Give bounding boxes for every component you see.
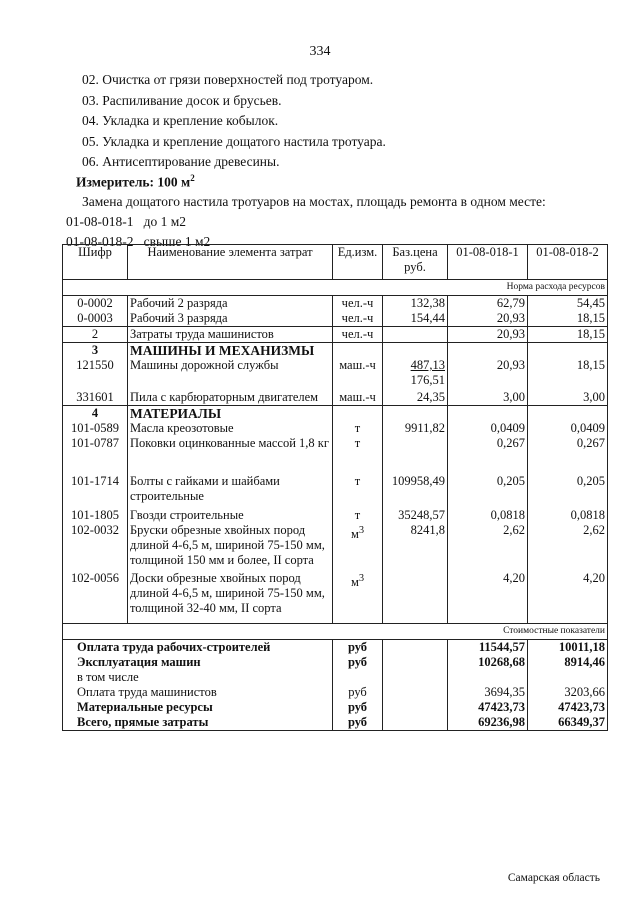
table-row: [63, 358, 608, 390]
cost-value-2: 8914,46: [528, 655, 608, 670]
table-row: [63, 474, 608, 508]
cost-name: Эксплуатация машин: [63, 655, 333, 670]
cell-code: 101-0589: [63, 421, 128, 436]
measurer-label: Измеритель: 100 м: [76, 174, 191, 190]
cell-price: 35248,57: [383, 508, 448, 523]
measurer-sup: 2: [190, 173, 195, 183]
cell-price: 154,44: [383, 311, 448, 327]
cell-value-2: 0,205: [528, 474, 608, 508]
section-row: [63, 343, 608, 359]
header-unit: Ед.изм.: [333, 245, 383, 280]
cell-name: Поковки оцинкованные массой 1,8 кг: [128, 436, 333, 474]
table-row: [63, 421, 608, 436]
cell-value-1: 62,79: [448, 296, 528, 312]
code-text: свыше 1 м2: [143, 234, 211, 249]
header-col2: 01-08-018-2: [528, 245, 608, 280]
cell-name: Масла креозотовые: [128, 421, 333, 436]
cell-value-2: 54,45: [528, 296, 608, 312]
cost-row: [63, 640, 608, 656]
cell-value-1: 0,0409: [448, 421, 528, 436]
cost-unit: руб: [333, 640, 383, 656]
header-price: Баз.цена руб.: [383, 245, 448, 280]
cell-value-1: 4,20: [448, 571, 528, 624]
header-name: Наименование элемента затрат: [128, 245, 333, 280]
page-number: 334: [309, 44, 331, 59]
cost-value-2: 3203,66: [528, 685, 608, 700]
description: Замена дощатого настила тротуаров на мостах, площадь ремонта в одном месте:: [82, 194, 546, 209]
cell-code: 0-0003: [63, 311, 128, 327]
cell-price: [383, 358, 448, 390]
price-secondary: 176,51: [410, 373, 445, 387]
section-title: МАШИНЫ И МЕХАНИЗМЫ: [128, 343, 333, 359]
cell-code: 102-0056: [63, 571, 128, 624]
table-row: [63, 327, 608, 343]
cell-value-2: 18,15: [528, 327, 608, 343]
cell-code: 331601: [63, 390, 128, 406]
cost-value-1: 69236,98: [448, 715, 528, 731]
cell-value-2: 0,267: [528, 436, 608, 474]
cell-value-2: 4,20: [528, 571, 608, 624]
cost-value-1: 3694,35: [448, 685, 528, 700]
cell-value-1: 20,93: [448, 327, 528, 343]
unit-base: м: [350, 527, 359, 542]
cell-value-1: 0,0818: [448, 508, 528, 523]
cell-code: 3: [63, 343, 128, 359]
code-number: 01-08-018-1: [66, 214, 134, 229]
cell-unit: т: [333, 474, 383, 508]
cell-name: Рабочий 3 разряда: [128, 311, 333, 327]
footer-region: Самарская область: [507, 872, 600, 884]
unit-sup: 3: [358, 525, 365, 536]
cell-price: 24,35: [383, 390, 448, 406]
cell-value-1: 0,267: [448, 436, 528, 474]
resource-table: [62, 244, 608, 731]
cell-code: 2: [63, 327, 128, 343]
cell-value-1: 20,93: [448, 311, 528, 327]
cost-value-1: 47423,73: [448, 700, 528, 715]
cell-value-2: 0,0409: [528, 421, 608, 436]
cost-unit: руб: [333, 685, 383, 700]
cost-value-2: 66349,37: [528, 715, 608, 731]
operation-item: 05. Укладка и крепление дощатого настила тротуара.: [82, 134, 386, 149]
cell-value-2: 18,15: [528, 358, 608, 390]
cost-caption-row: [63, 624, 608, 640]
cell-price: 9911,82: [383, 421, 448, 436]
cell-unit: [333, 523, 383, 571]
cost-name: Оплата труда машинистов: [63, 685, 333, 700]
cell-price: 132,38: [383, 296, 448, 312]
cell-value-1: 20,93: [448, 358, 528, 390]
cell-unit: маш.-ч: [333, 358, 383, 390]
cell-name: Машины дорожной службы: [128, 358, 333, 390]
cell-value-1: 2,62: [448, 523, 528, 571]
cost-name: Оплата труда рабочих-строителей: [63, 640, 333, 656]
operation-item: 06. Антисептирование древесины.: [82, 154, 280, 169]
cell-name: Болты с гайками и шайбами строительные: [128, 474, 333, 508]
cost-row: [63, 670, 608, 685]
cell-value-2: 2,62: [528, 523, 608, 571]
cell-value-1: 0,205: [448, 474, 528, 508]
cell-unit: чел.-ч: [333, 296, 383, 312]
unit-base: м: [350, 575, 359, 590]
cell-price: 109958,49: [383, 474, 448, 508]
cell-code: 101-0787: [63, 436, 128, 474]
code-number: 01-08-018-2: [66, 234, 134, 249]
cost-name: Материальные ресурсы: [63, 700, 333, 715]
cell-value-2: 18,15: [528, 311, 608, 327]
table-row: [63, 390, 608, 406]
cell-value-2: 3,00: [528, 390, 608, 406]
cost-value-2: 10011,18: [528, 640, 608, 656]
cell-name: Затраты труда машинистов: [128, 327, 333, 343]
cell-code: 102-0032: [63, 523, 128, 571]
cost-row: [63, 685, 608, 700]
table-row: [63, 311, 608, 327]
operation-item: 04. Укладка и крепление кобылок.: [82, 113, 279, 128]
unit-sup: 3: [358, 573, 365, 584]
table-row: [63, 436, 608, 474]
cost-caption: Стоимостные показатели: [448, 624, 608, 640]
code-line: [66, 214, 186, 230]
cell-code: 0-0002: [63, 296, 128, 312]
cost-value-1: 10268,68: [448, 655, 528, 670]
cost-row: [63, 655, 608, 670]
section-row: [63, 406, 608, 422]
cell-code: 101-1805: [63, 508, 128, 523]
cell-price: [383, 571, 448, 624]
cell-code: 121550: [63, 358, 128, 390]
code-text: до 1 м2: [143, 214, 187, 229]
table-row: [63, 571, 608, 624]
cost-unit: руб: [333, 715, 383, 731]
measurer: [76, 173, 195, 191]
cell-price: [383, 327, 448, 343]
cell-unit: маш.-ч: [333, 390, 383, 406]
cell-price: [383, 436, 448, 474]
cell-code: 101-1714: [63, 474, 128, 508]
cell-name: Гвозди строительные: [128, 508, 333, 523]
cell-name: Пила с карбюраторным двигателем: [128, 390, 333, 406]
table-row: [63, 296, 608, 312]
table-row: [63, 523, 608, 571]
cell-name: Доски обрезные хвойных пород длиной 4-6,5 м, шириной 75-150 мм, толщиной 32-40 мм, II сорта: [128, 571, 333, 624]
table-header-row: [63, 245, 608, 280]
norm-caption-row: [63, 280, 608, 296]
cost-name: Всего, прямые затраты: [63, 715, 333, 731]
cost-name: в том числе: [63, 670, 333, 685]
operation-item: 02. Очистка от грязи поверхностей под тротуаром.: [82, 72, 374, 87]
cost-value-1: 11544,57: [448, 640, 528, 656]
cell-unit: чел.-ч: [333, 327, 383, 343]
cell-unit: [333, 571, 383, 624]
cost-unit: руб: [333, 700, 383, 715]
cell-unit: т: [333, 508, 383, 523]
cost-row: [63, 715, 608, 731]
cell-unit: чел.-ч: [333, 311, 383, 327]
cost-row: [63, 700, 608, 715]
norm-caption: Норма расхода ресурсов: [63, 280, 608, 296]
cell-unit: т: [333, 436, 383, 474]
operation-item: 03. Распиливание досок и брусьев.: [82, 93, 282, 108]
cell-code: 4: [63, 406, 128, 422]
cell-value-2: 0,0818: [528, 508, 608, 523]
cell-name: Рабочий 2 разряда: [128, 296, 333, 312]
header-col1: 01-08-018-1: [448, 245, 528, 280]
cell-price: 8241,8: [383, 523, 448, 571]
cell-value-1: 3,00: [448, 390, 528, 406]
cost-value-2: 47423,73: [528, 700, 608, 715]
cell-unit: т: [333, 421, 383, 436]
cell-name: Бруски обрезные хвойных пород длиной 4-6,5 м, шириной 75-150 мм, толщиной 150 мм и более, II сорта: [128, 523, 333, 571]
section-title: МАТЕРИАЛЫ: [128, 406, 333, 422]
table-row: [63, 508, 608, 523]
price-main: 487,13: [410, 358, 445, 372]
cost-unit: руб: [333, 655, 383, 670]
header-code: Шифр: [63, 245, 128, 280]
